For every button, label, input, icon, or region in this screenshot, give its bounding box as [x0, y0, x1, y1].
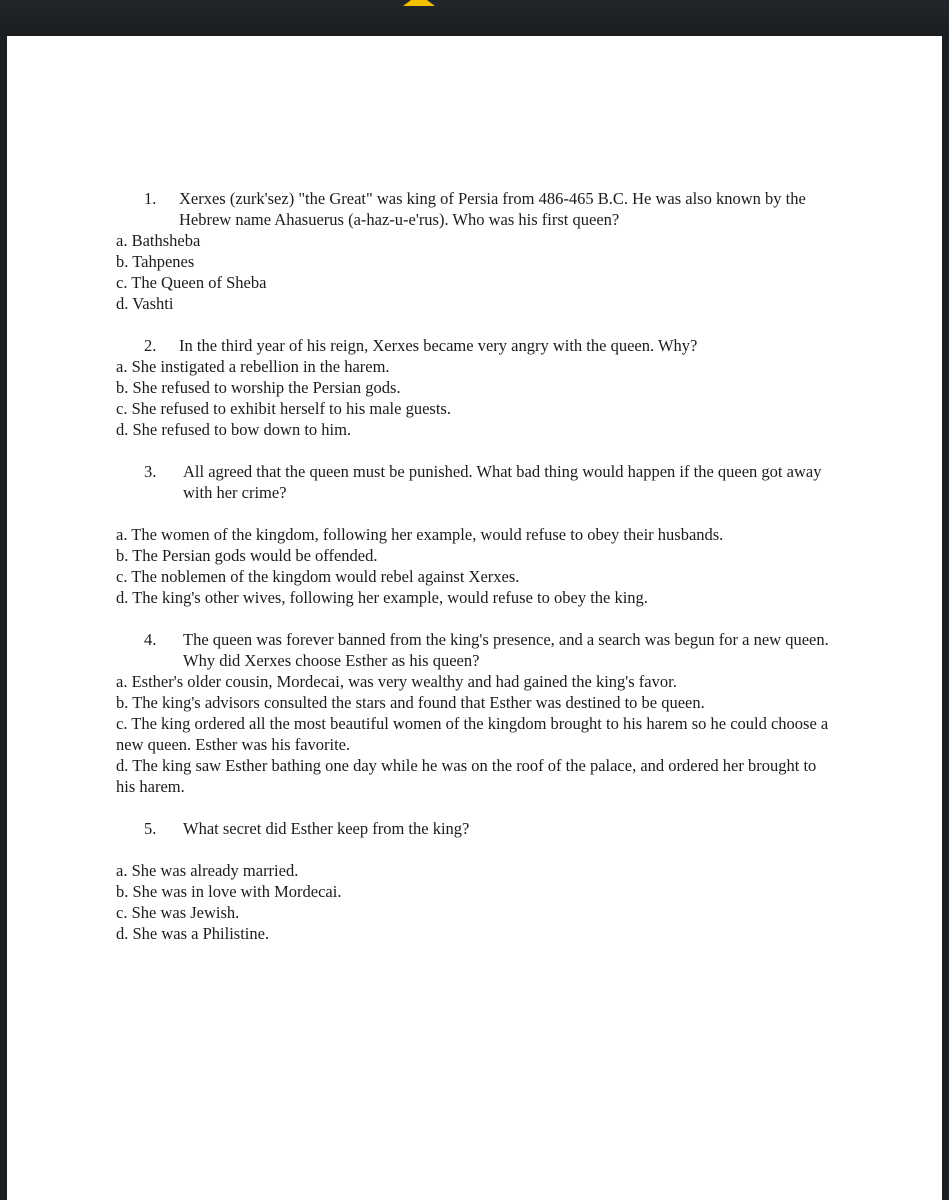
answer-option: b. Tahpenes — [116, 252, 195, 271]
answer-option: a. She was already married. — [116, 861, 299, 880]
answer-option: a. She instigated a rebellion in the harem. — [116, 357, 390, 376]
viewer-toolbar — [0, 0, 949, 36]
question-number: 5. — [144, 819, 157, 838]
answer-option: d. The king's other wives, following her example, would refuse to obey the king. — [116, 588, 648, 607]
question-5 — [144, 818, 836, 839]
warning-icon — [403, 0, 435, 6]
quiz-content — [116, 188, 836, 944]
answer-option: a. Esther's older cousin, Mordecai, was very wealthy and had gained the king's favor. — [116, 672, 677, 691]
question-1 — [144, 188, 836, 230]
answer-option: b. The Persian gods would be offended. — [116, 546, 378, 565]
document-page — [7, 36, 942, 1200]
question-2 — [144, 335, 836, 356]
answer-options — [116, 860, 836, 944]
question-text: What secret did Esther keep from the king? — [183, 819, 470, 838]
answer-option: d. Vashti — [116, 294, 174, 313]
question-text: In the third year of his reign, Xerxes became very angry with the queen. Why? — [179, 336, 698, 355]
question-3 — [144, 461, 836, 503]
answer-options — [116, 671, 836, 797]
answer-option: b. She was in love with Mordecai. — [116, 882, 342, 901]
answer-option: c. She was Jewish. — [116, 903, 240, 922]
answer-options — [116, 230, 836, 314]
answer-option: d. She refused to bow down to him. — [116, 420, 352, 439]
answer-option: b. She refused to worship the Persian gods. — [116, 378, 401, 397]
answer-option: c. She refused to exhibit herself to his male guests. — [116, 399, 451, 418]
answer-options — [116, 356, 836, 440]
question-number: 4. — [144, 630, 157, 649]
question-text: The queen was forever banned from the king's presence, and a search was begun for a new queen. Why did Xerxes choose Esther as his queen? — [183, 630, 829, 670]
answer-option: c. The king ordered all the most beautiful women of the kingdom brought to his harem so he could choose a new queen. Esther was his favorite. — [116, 714, 829, 754]
answer-option: a. Bathsheba — [116, 231, 201, 250]
question-4 — [144, 629, 836, 671]
answer-option: d. The king saw Esther bathing one day while he was on the roof of the palace, and ordered her brought to his harem. — [116, 756, 817, 796]
question-number: 2. — [144, 336, 157, 355]
answer-option: d. She was a Philistine. — [116, 924, 270, 943]
answer-option: c. The Queen of Sheba — [116, 273, 267, 292]
answer-options — [116, 524, 836, 608]
answer-option: c. The noblemen of the kingdom would rebel against Xerxes. — [116, 567, 520, 586]
question-text: All agreed that the queen must be punished. What bad thing would happen if the queen got away with her crime? — [183, 462, 822, 502]
question-number: 3. — [144, 462, 157, 481]
question-text: Xerxes (zurk'sez) "the Great" was king of Persia from 486-465 B.C. He was also known by the Hebrew name Ahasuerus (a-haz-u-e'rus). Who was his first queen? — [179, 189, 806, 229]
answer-option: a. The women of the kingdom, following her example, would refuse to obey their husbands. — [116, 525, 724, 544]
answer-option: b. The king's advisors consulted the stars and found that Esther was destined to be queen. — [116, 693, 705, 712]
question-number: 1. — [144, 189, 157, 208]
